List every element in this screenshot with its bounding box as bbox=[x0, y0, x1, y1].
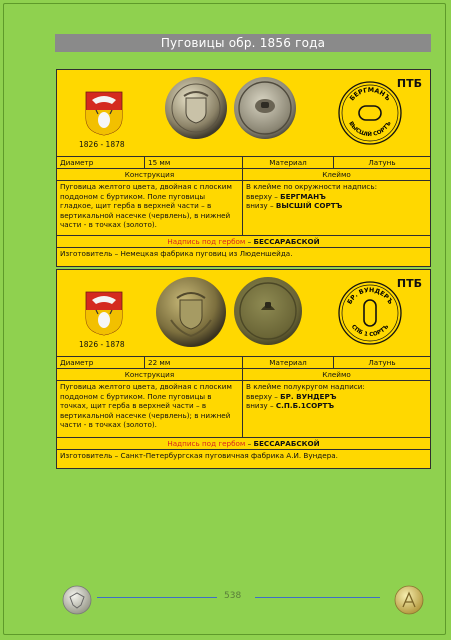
stamp-intro: В клейме полукругом надписи: bbox=[246, 382, 365, 391]
section-headers-row bbox=[57, 168, 430, 180]
footer-line-right bbox=[255, 597, 380, 598]
maker-row bbox=[57, 449, 430, 461]
inscription-value: БЕССАРАБСКОЙ bbox=[253, 237, 320, 246]
diameter-label: Диаметр bbox=[57, 357, 145, 368]
material-value: Латунь bbox=[368, 158, 396, 167]
stamp-header: Клеймо bbox=[322, 170, 351, 179]
images-row bbox=[57, 70, 430, 156]
stamp-top-line bbox=[246, 192, 427, 202]
inscription-label: Надпись под гербом bbox=[167, 439, 246, 448]
code-label: ПТБ bbox=[396, 77, 422, 90]
page-number: 538 bbox=[224, 591, 242, 601]
material-label: Материал bbox=[243, 357, 334, 368]
inscription-cell bbox=[57, 236, 430, 247]
stamp-bottom-value: ВЫСШІЙ СОРТЪ bbox=[275, 201, 343, 211]
stamp-ring-top-text: БР. ВУНДЕРЪ bbox=[346, 286, 394, 306]
code-label: ПТБ bbox=[396, 277, 422, 290]
construction-header: Конструкция bbox=[57, 169, 243, 180]
coat-of-arms-icon bbox=[84, 88, 124, 136]
button-back-image bbox=[233, 76, 297, 140]
years-label: 1826 - 1878 bbox=[79, 340, 125, 349]
button-back-image bbox=[233, 276, 303, 346]
maker-text: Изготовитель – Санкт-Петербургская пуговичная фабрика А.И. Вундера. bbox=[60, 451, 338, 460]
stamp-ring-bottom-text: СПБ 1 СОРТЪ bbox=[349, 323, 391, 339]
stamp-bottom-label: внизу – bbox=[246, 401, 276, 411]
stamp-intro: В клейме по окружности надпись: bbox=[246, 182, 378, 191]
page-title: Пуговицы обр. 1856 года bbox=[55, 34, 431, 52]
specs-row bbox=[57, 156, 430, 168]
inscription-value: БЕССАРАБСКОЙ bbox=[253, 439, 320, 448]
construction-header: Конструкция bbox=[57, 369, 243, 380]
stamp-top-line bbox=[246, 392, 427, 402]
stamp-bottom-value: С.П.Б.1СОРТЪ bbox=[275, 401, 335, 411]
material-value: Латунь bbox=[368, 358, 396, 367]
inscription-label: Надпись под гербом bbox=[167, 237, 246, 246]
stamp-ring-bottom-text: ВЫСШІЙ СОРТЪ bbox=[347, 120, 393, 139]
inscription-row bbox=[57, 235, 430, 247]
stamp-top-label: вверху – bbox=[246, 391, 281, 401]
button-front-image bbox=[155, 276, 227, 348]
footer-line-left bbox=[97, 597, 217, 598]
monogram-medal-icon bbox=[394, 585, 424, 615]
inscription-dash: – bbox=[245, 439, 254, 448]
details-row bbox=[57, 380, 430, 437]
stamp-diagram bbox=[337, 80, 403, 146]
material-label: Материал bbox=[243, 157, 334, 168]
construction-text: Пуговица желтого цвета, двойная с плоским поддоном с буртиком. Поле пуговицы гладкое, щит герба в верхней части – в вертикальной насечке (червлень), в нижней части - в точках (золото). bbox=[57, 181, 243, 235]
stamp-diagram bbox=[337, 280, 403, 346]
stamp-bottom-line bbox=[246, 401, 427, 411]
button-card-1 bbox=[56, 69, 431, 267]
section-headers-row bbox=[57, 368, 430, 380]
years-label: 1826 - 1878 bbox=[79, 140, 125, 149]
stamp-text bbox=[243, 381, 430, 437]
stamp-bottom-line bbox=[246, 201, 427, 211]
maker-text: Изготовитель – Немецкая фабрика пуговиц из Люденшейда. bbox=[60, 249, 293, 258]
stamp-top-value: БР. ВУНДЕРЪ bbox=[280, 391, 337, 401]
inscription-cell bbox=[57, 438, 430, 449]
diameter-value: 22 мм bbox=[145, 357, 243, 368]
stamp-top-value: БЕРГМАНЪ bbox=[280, 191, 326, 201]
images-row bbox=[57, 270, 430, 356]
eagle-medal-icon bbox=[62, 585, 92, 615]
diameter-value: 15 мм bbox=[145, 157, 243, 168]
coat-of-arms-icon bbox=[84, 288, 124, 336]
construction-text: Пуговица желтого цвета, двойная с плоским поддоном с буртиком. Поле пуговицы в точках, щит герба в верхней части – в вертикальной насечке (червлень); в нижней части - в точках (золото). bbox=[57, 381, 243, 437]
inscription-dash: – bbox=[245, 237, 254, 246]
diameter-label: Диаметр bbox=[57, 157, 145, 168]
button-front-image bbox=[164, 76, 228, 140]
specs-row bbox=[57, 356, 430, 368]
stamp-bottom-label: внизу – bbox=[246, 201, 276, 211]
maker-row bbox=[57, 247, 430, 259]
stamp-header: Клеймо bbox=[322, 370, 351, 379]
stamp-text bbox=[243, 181, 430, 235]
stamp-top-label: вверху – bbox=[246, 191, 281, 201]
stamp-ring-top-text: БЕРГМАНЪ bbox=[347, 85, 392, 103]
button-card-2 bbox=[56, 269, 431, 469]
inscription-row bbox=[57, 437, 430, 449]
details-row bbox=[57, 180, 430, 235]
